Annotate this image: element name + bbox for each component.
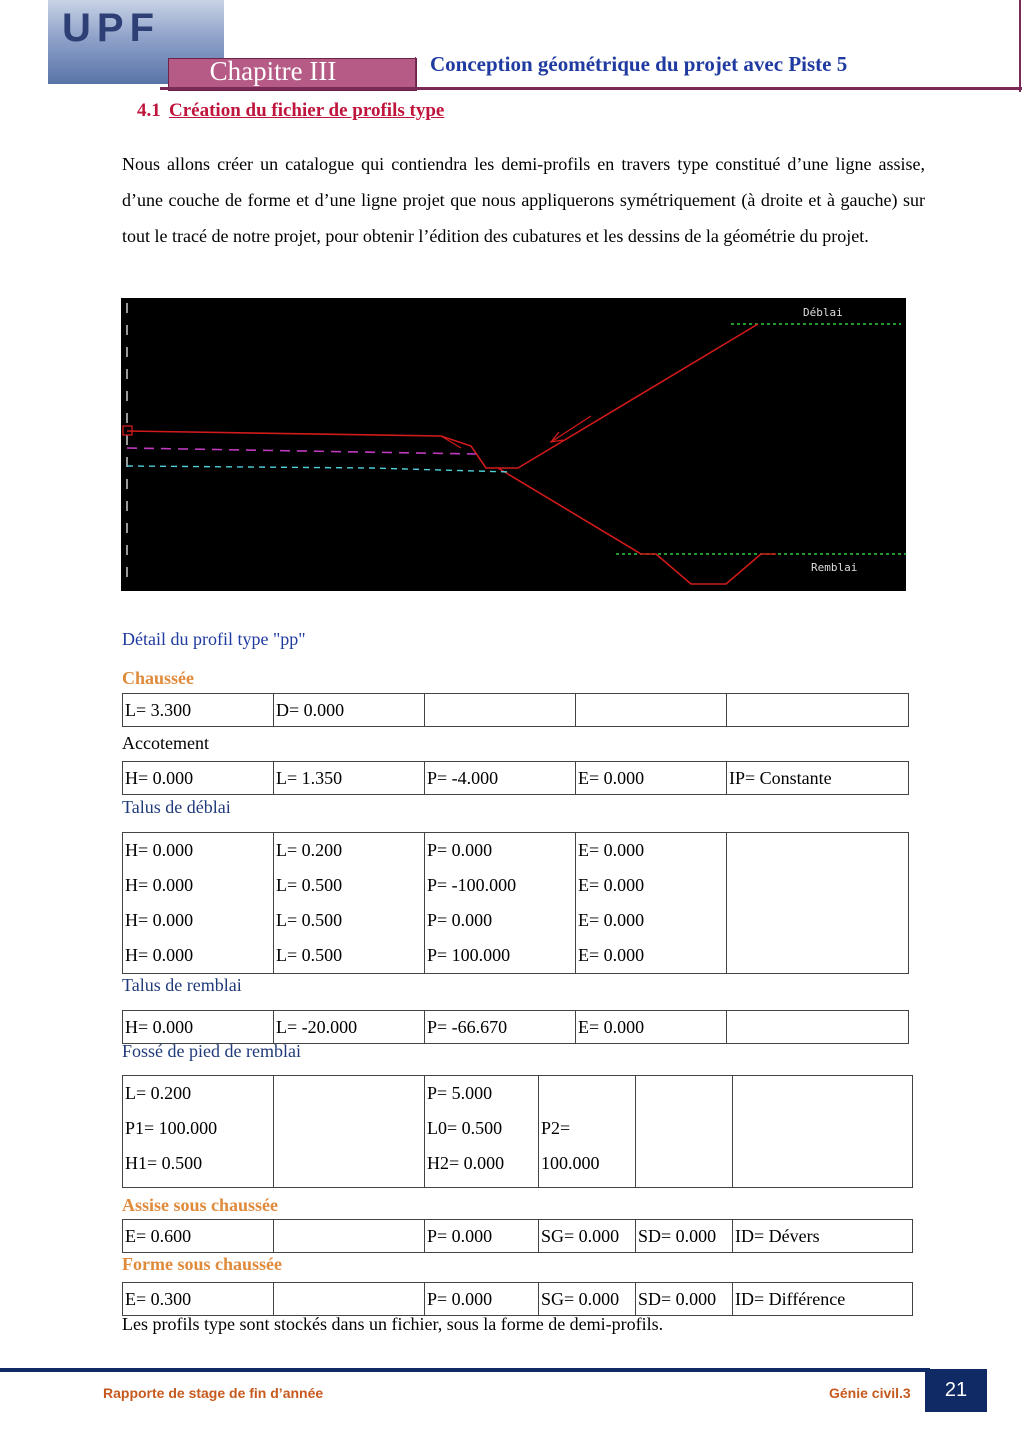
cell-line: L= 0.500 <box>276 910 343 930</box>
cell-line: L= 0.200 <box>276 840 343 860</box>
cell: H= 0.000 <box>123 762 274 795</box>
accotement-table <box>122 761 909 795</box>
cell: IP= Constante <box>727 762 909 795</box>
cell <box>576 833 727 974</box>
page-number: 21 <box>925 1369 987 1412</box>
cell-line: H= 0.000 <box>125 945 194 965</box>
cell <box>425 694 576 727</box>
forme-table <box>122 1282 913 1316</box>
cell <box>733 1076 913 1188</box>
cell-line: P= 0.000 <box>427 910 493 930</box>
cell <box>274 1283 425 1316</box>
cell <box>425 1076 539 1188</box>
cell-line: H1= 0.500 <box>125 1153 203 1173</box>
cell: SG= 0.000 <box>539 1220 636 1253</box>
cell: H= 0.000 <box>123 1011 274 1044</box>
header-title: Conception géométrique du projet avec Piste 5 <box>430 52 848 76</box>
cell-line: E= 0.000 <box>578 945 645 965</box>
cell-line: P= -100.000 <box>427 875 517 895</box>
slope-arrow-head <box>551 432 563 442</box>
cell: P= -66.670 <box>425 1011 576 1044</box>
cell <box>727 694 909 727</box>
forme-heading: Forme sous chaussée <box>122 1254 282 1274</box>
cell-line: P= 5.000 <box>427 1083 493 1103</box>
cell: SD= 0.000 <box>636 1283 733 1316</box>
footer-left-text: Rapporte de stage de fin d’année <box>103 1385 324 1401</box>
project-line <box>127 324 758 468</box>
assise-line <box>127 448 476 454</box>
footer-right-text: Génie civil.3 <box>829 1385 911 1401</box>
cell-line: 100.000 <box>541 1153 600 1173</box>
cell <box>274 1220 425 1253</box>
closing-sentence: Les profils type sont stockés dans un fichier, sous la forme de demi-profils. <box>122 1314 664 1334</box>
chaussee-heading: Chaussée <box>122 668 195 688</box>
talus-deblai-table <box>122 832 909 974</box>
chapter-label: Chapitre III <box>209 56 337 86</box>
deblai-label: Déblai <box>803 306 843 319</box>
cell: SD= 0.000 <box>636 1220 733 1253</box>
remblai-slope <box>498 468 776 584</box>
cell-line: P= 100.000 <box>427 945 511 965</box>
intro-paragraph: Nous allons créer un catalogue qui contiendra les demi-profils en travers type constitué d’une ligne assise, d’une couche de forme et d’une ligne projet que nous appliquerons symétriquement (à droite et à gauche) sur tout le tracé de notre projet, pour obtenir l’édition des cubatures et les dessins de la géométrie du projet. <box>122 154 925 246</box>
header-divider <box>415 57 416 89</box>
chaussee-table <box>122 693 909 727</box>
header-border <box>1019 0 1021 92</box>
profile-figure <box>121 298 906 591</box>
cell <box>425 833 576 974</box>
profile-drawing <box>121 298 906 591</box>
cell-line: H= 0.000 <box>125 875 194 895</box>
cell: L= 3.300 <box>123 694 274 727</box>
cell <box>539 1076 636 1188</box>
cell: P= -4.000 <box>425 762 576 795</box>
cell: L= 1.350 <box>274 762 425 795</box>
cell: E= 0.300 <box>123 1283 274 1316</box>
cell <box>123 833 274 974</box>
cell-line: P1= 100.000 <box>125 1118 218 1138</box>
cell-line: L0= 0.500 <box>427 1118 503 1138</box>
cell: ID= Dévers <box>733 1220 913 1253</box>
cell-line: L= 0.500 <box>276 945 343 965</box>
footer-rule <box>0 1368 930 1372</box>
cell: E= 0.000 <box>576 762 727 795</box>
remblai-label: Remblai <box>811 561 858 574</box>
fosse-table <box>122 1075 913 1188</box>
cell-line: E= 0.000 <box>578 910 645 930</box>
section-number: 4.1 <box>137 100 161 121</box>
cell-line: P2= <box>541 1118 571 1138</box>
cell <box>636 1076 733 1188</box>
detail-caption: Détail du profil type "pp" <box>122 629 306 649</box>
talus-deblai-heading: Talus de déblai <box>122 797 231 817</box>
cell: SG= 0.000 <box>539 1283 636 1316</box>
cell-line: H= 0.000 <box>125 910 194 930</box>
cell-line: H= 0.000 <box>125 840 194 860</box>
cell-line: H2= 0.000 <box>427 1153 505 1173</box>
cell-line: E= 0.000 <box>578 840 645 860</box>
cell-line: P= 0.000 <box>427 840 493 860</box>
cell: D= 0.000 <box>274 694 425 727</box>
accotement-heading: Accotement <box>122 733 209 753</box>
cell <box>727 1011 909 1044</box>
assise-heading: Assise sous chaussée <box>122 1195 279 1215</box>
slope-arrow <box>551 416 591 442</box>
cell: P= 0.000 <box>425 1283 539 1316</box>
section-title: Création du fichier de profils type <box>169 100 445 121</box>
cell <box>274 833 425 974</box>
header-rule <box>160 87 1022 90</box>
forme-line <box>127 466 511 472</box>
cell-line <box>541 1076 633 1111</box>
cell: E= 0.000 <box>576 1011 727 1044</box>
cell-line: E= 0.000 <box>578 875 645 895</box>
cell-line: L= 0.200 <box>125 1083 192 1103</box>
cell <box>727 833 909 974</box>
cell: ID= Différence <box>733 1283 913 1316</box>
assise-table <box>122 1219 913 1253</box>
cell: E= 0.600 <box>123 1220 274 1253</box>
cell <box>274 1076 425 1188</box>
cell: L= -20.000 <box>274 1011 425 1044</box>
logo-text: UPF <box>62 6 160 50</box>
cell <box>123 1076 274 1188</box>
cell-line: L= 0.500 <box>276 875 343 895</box>
talus-remblai-table <box>122 1010 909 1044</box>
fosse-heading: Fossé de pied de remblai <box>122 1041 301 1061</box>
talus-remblai-heading: Talus de remblai <box>122 975 242 995</box>
cell: P= 0.000 <box>425 1220 539 1253</box>
cell <box>576 694 727 727</box>
